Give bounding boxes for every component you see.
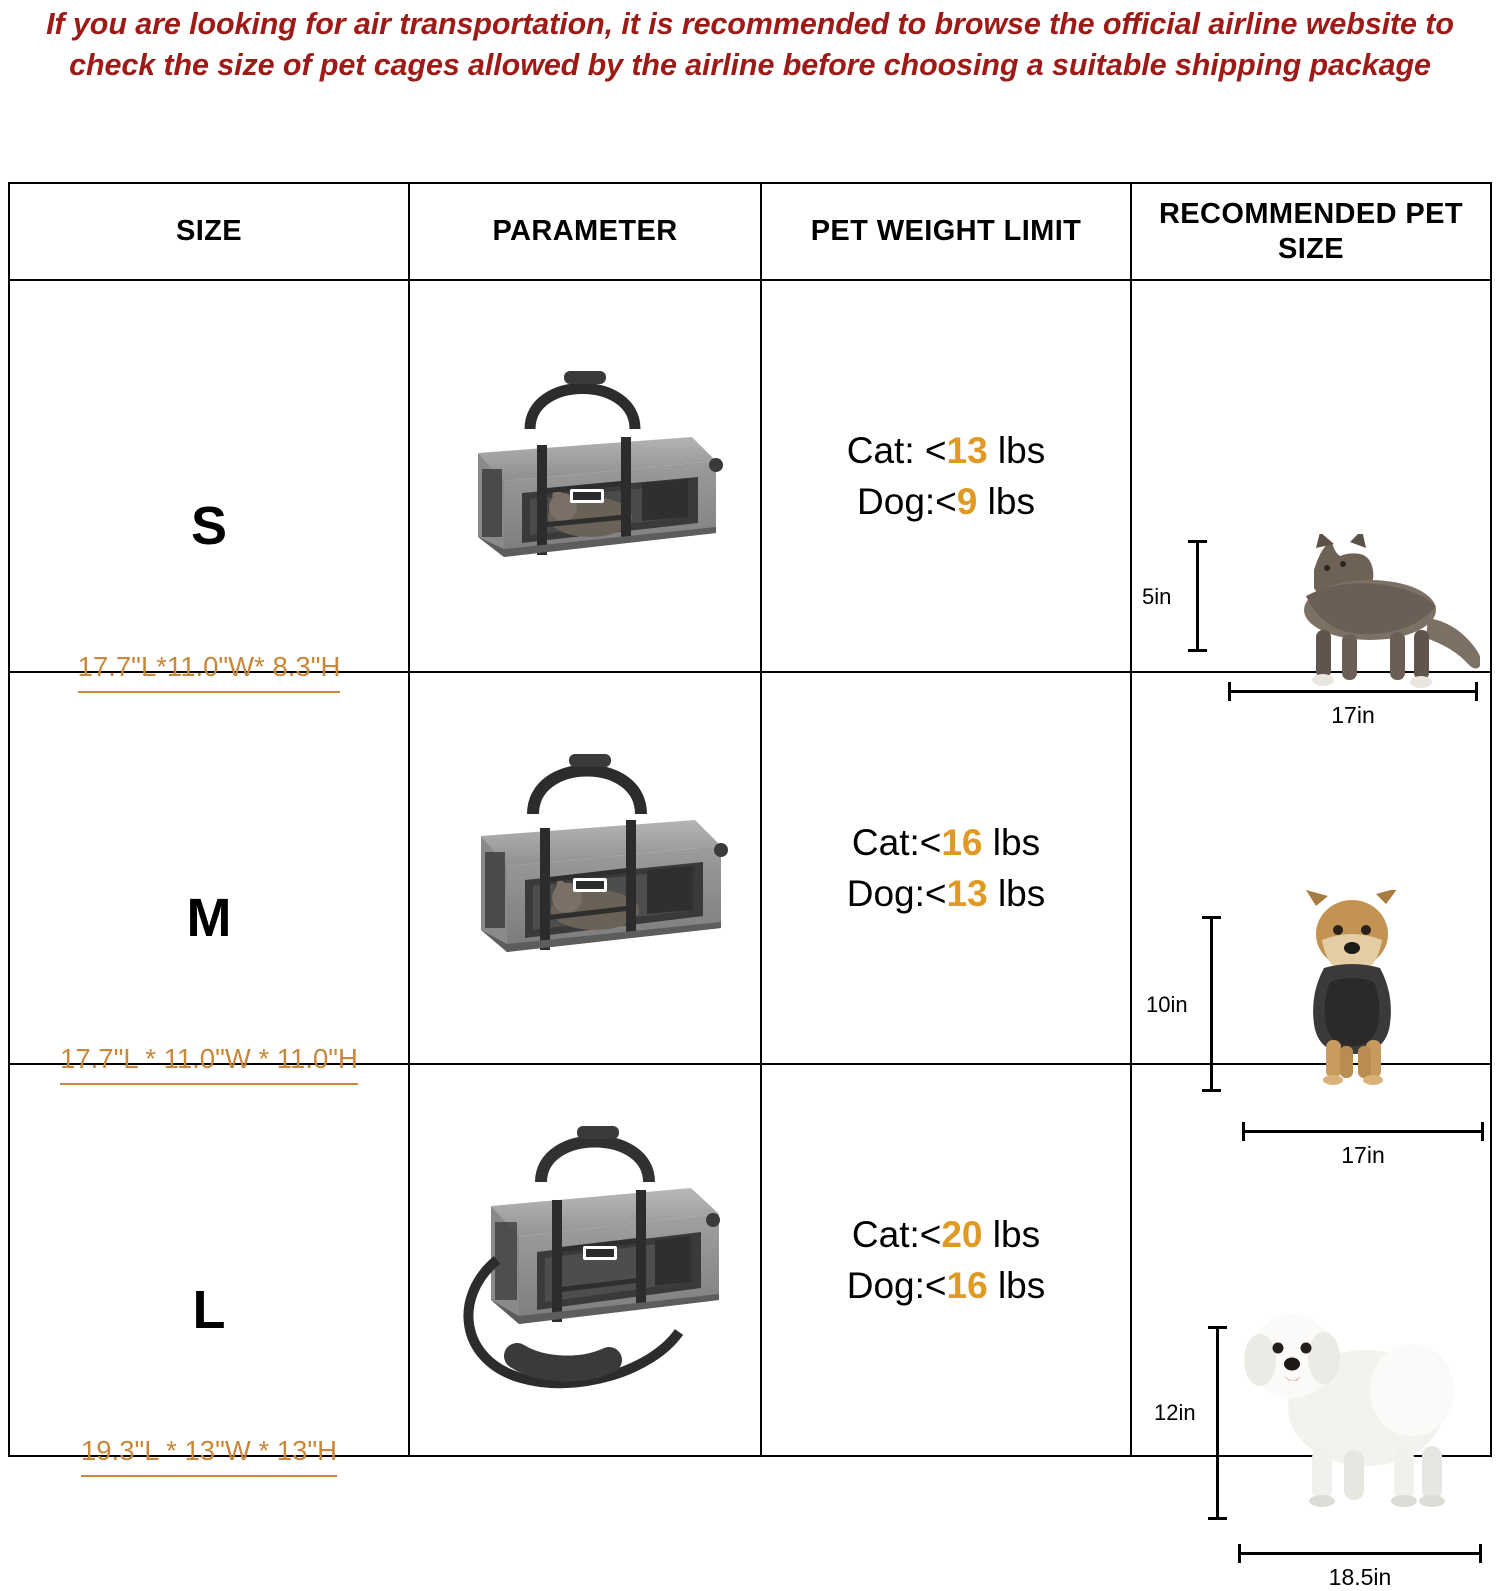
- cat-weight-l: Cat:<20 lbs: [851, 1213, 1041, 1255]
- cat-illustration: [1210, 534, 1480, 714]
- length-cap-left-s: [1228, 682, 1231, 701]
- length-cap-left-m: [1242, 1122, 1245, 1141]
- parameter-cell-s: [409, 280, 761, 672]
- parameter-cell-l: [409, 1064, 761, 1456]
- weight-cell-s: [761, 280, 1131, 672]
- pet-length-label-l: 18.5in: [1328, 1564, 1392, 1590]
- height-cap-top-l: [1208, 1326, 1227, 1329]
- weight-cell-l: [761, 1064, 1131, 1456]
- cat-weight-m: Cat:<16 lbs: [851, 821, 1041, 863]
- spec-table-wrapper: [8, 182, 1492, 1590]
- dog-weight-m: Dog:<13 lbs: [846, 873, 1046, 914]
- length-cap-right-l: [1479, 1544, 1482, 1563]
- column-header-pet-weight-limit: PET WEIGHT LIMIT: [761, 183, 1131, 280]
- length-cap-left-l: [1238, 1544, 1241, 1563]
- height-rule-m: [1210, 916, 1213, 1092]
- height-cap-bottom-s: [1188, 649, 1207, 652]
- maltese-illustration: [1216, 1298, 1466, 1518]
- pet-carrier-image-s: [430, 341, 740, 611]
- table-row: [9, 672, 1491, 1064]
- size-dimensions-s: 17.7"L*11.0"W* 8.3"H: [10, 651, 408, 693]
- spec-table: [8, 182, 1492, 1590]
- table-row: [9, 280, 1491, 672]
- length-rule-s: [1228, 690, 1478, 693]
- headline-text: If you are looking for air transportation, it is recommended to browse the official airline website to check the size of pet cages allowed by the airline before choosing a suitable shipping package: [46, 7, 1454, 82]
- pet-size-cell-s: [1131, 280, 1491, 728]
- height-cap-bottom-l: [1208, 1517, 1227, 1520]
- weight-cell-m: [761, 672, 1131, 1064]
- pet-length-label-m: 17in: [1341, 1142, 1385, 1168]
- table-head: [9, 183, 1491, 280]
- dog-weight-s: Dog:<9 lbs: [857, 481, 1035, 522]
- size-letter-s: S: [190, 496, 228, 556]
- header-row: [9, 183, 1491, 280]
- size-cell-l: [9, 1064, 409, 1466]
- table-body: [9, 280, 1491, 1590]
- pet-height-label-s: 5in: [1142, 584, 1172, 609]
- pet-carrier-image-m: [429, 728, 741, 1008]
- column-header-parameter: PARAMETER: [409, 183, 761, 280]
- pet-carrier-image-l: [425, 1110, 745, 1410]
- cat-weight-s: Cat: <13 lbs: [846, 429, 1046, 471]
- length-rule-m: [1242, 1130, 1484, 1133]
- size-cell-m: [9, 672, 409, 1074]
- column-header-size: SIZE: [9, 183, 409, 280]
- size-letter-m: M: [186, 888, 232, 948]
- pet-size-cell-l: [1131, 1064, 1491, 1590]
- height-rule-s: [1196, 540, 1199, 652]
- pet-size-cell-m: [1131, 672, 1491, 1168]
- size-dimensions-m: 17.7"L * 11.0"W * 11.0"H: [10, 1043, 408, 1085]
- length-rule-l: [1238, 1552, 1482, 1555]
- size-dimensions-l: 19.3"L * 13"W * 13"H: [10, 1435, 408, 1477]
- length-cap-right-s: [1475, 682, 1478, 701]
- parameter-cell-m: [409, 672, 761, 1064]
- pet-height-label-l: 12in: [1154, 1400, 1196, 1425]
- pet-height-label-m: 10in: [1146, 992, 1188, 1017]
- size-cell-s: [9, 280, 409, 682]
- size-letter-l: L: [192, 1280, 226, 1340]
- column-header-recommended-pet-size: RECOMMENDED PET SIZE: [1131, 183, 1491, 280]
- length-cap-right-m: [1481, 1122, 1484, 1141]
- height-cap-top-s: [1188, 540, 1207, 543]
- height-cap-top-m: [1202, 916, 1221, 919]
- height-cap-bottom-m: [1202, 1089, 1221, 1092]
- height-rule-l: [1216, 1326, 1219, 1520]
- pet-length-label-s: 17in: [1331, 702, 1375, 728]
- table-row: [9, 1064, 1491, 1456]
- dog-weight-l: Dog:<16 lbs: [846, 1265, 1046, 1306]
- terrier-illustration: [1260, 890, 1450, 1100]
